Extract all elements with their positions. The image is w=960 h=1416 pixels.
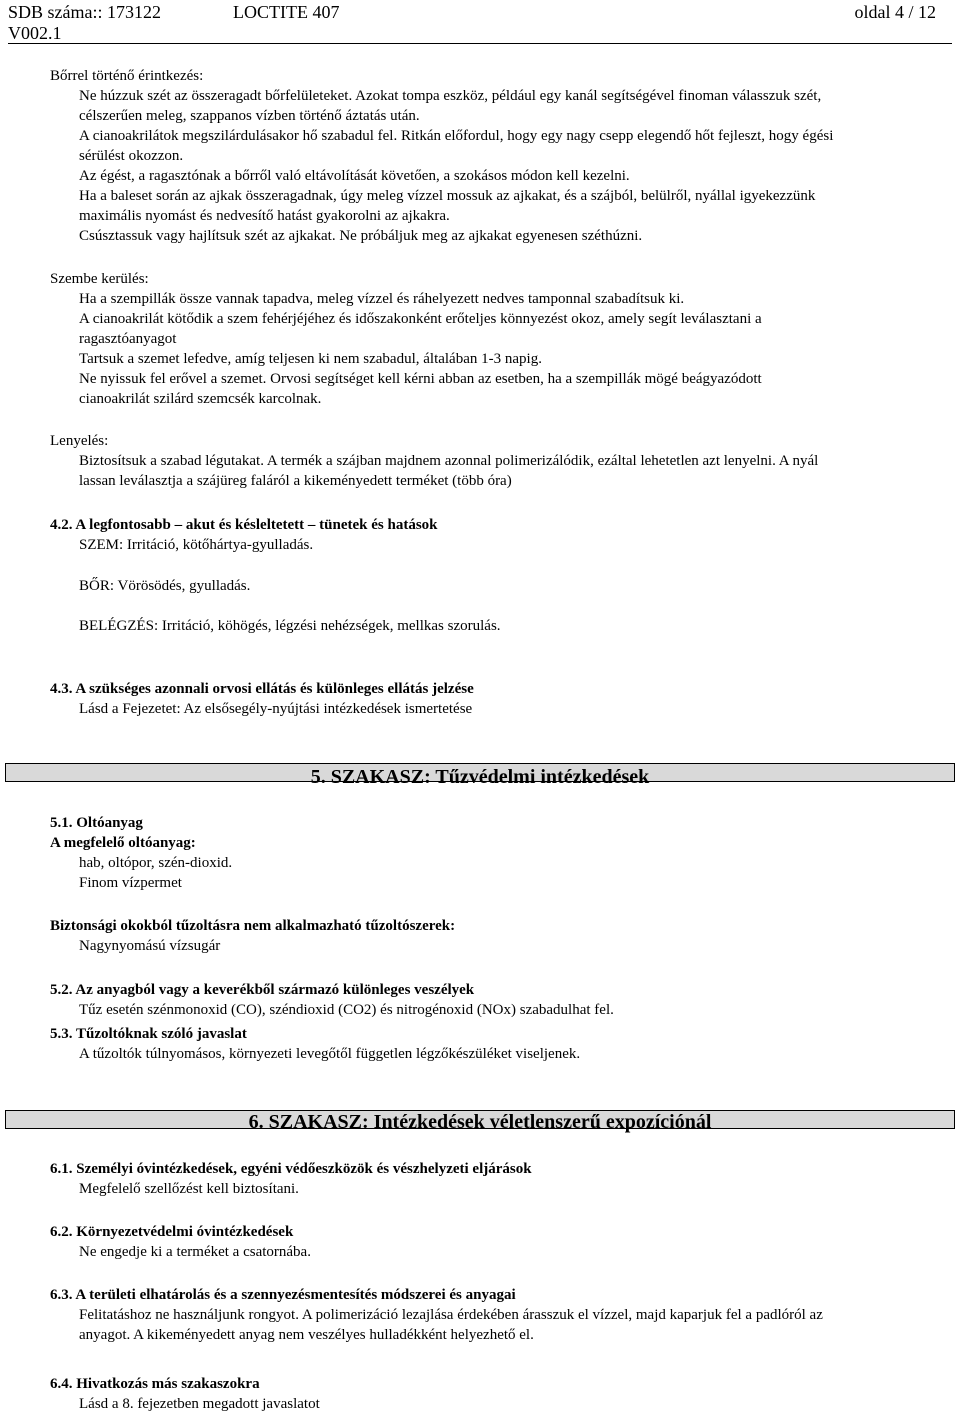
eye-contact-heading: Szembe kerülés: <box>50 271 149 287</box>
section-6-3-heading: 6.3. A területi elhatárolás és a szennyezésmentesítés módszerei és anyagai <box>50 1287 516 1303</box>
section-5-title: 5. SZAKASZ: Tűzvédelmi intézkedések <box>310 766 650 788</box>
section-6-2-heading: 6.2. Környezetvédelmi óvintézkedések <box>50 1224 294 1240</box>
section-6-3 <box>50 1285 950 1345</box>
unsuitable-media <box>50 916 950 956</box>
eye-line: Ne nyissuk fel erővel a szemet. Orvosi segítséget kell kérni abban az esetben, ha a szempillák mögé beágyazódott <box>79 371 762 387</box>
section-4-3-text: Lásd a Fejezetet: Az elsősegély-nyújtási intézkedések ismertetése <box>79 701 473 717</box>
suitable-media-item: Finom vízpermet <box>79 875 182 891</box>
page-number: oldal 4 / 12 <box>854 2 936 22</box>
section-5-2-heading: 5.2. Az anyagból vagy a keverékből származó különleges veszélyek <box>50 982 475 998</box>
section-6-1-heading: 6.1. Személyi óvintézkedések, egyéni védőeszközök és vészhelyzeti eljárások <box>50 1161 532 1177</box>
eye-line: Tartsuk a szemet lefedve, amíg teljesen ki nem szabadul, általában 1-3 napig. <box>79 351 542 367</box>
ingestion-line: Biztosítsuk a szabad légutakat. A termék a szájban majdnem azonnal polimerizálódik, ezáltal lehetetlen azt lenyelni. A nyál <box>79 453 819 469</box>
eye-line: Ha a szempillák össze vannak tapadva, meleg vízzel és ráhelyezett nedves tamponnal szabadítsuk ki. <box>79 291 685 307</box>
section-4-3 <box>50 679 950 719</box>
section-5-1 <box>50 813 950 893</box>
header-divider <box>8 43 952 44</box>
eye-line: A cianoakrilát kötődik a szem fehérjéjéhez és időszakonként erőteljes könnyezést okoz, amely segít leválasztani a <box>79 311 762 327</box>
skin-contact-heading: Bőrrel történő érintkezés: <box>50 68 204 84</box>
product-name: LOCTITE 407 <box>233 2 340 22</box>
ingestion-block <box>50 431 950 491</box>
eye-contact-block <box>50 269 950 409</box>
skin-line: Az égést, a ragasztónak a bőrről való eltávolítását követően, a szokásos módon kell kezelni. <box>79 168 630 184</box>
section-5-2-text: Tűz esetén szénmonoxid (CO), széndioxid (CO2) és nitrogénoxid (NOx) szabadulhat fel. <box>79 1002 614 1018</box>
suitable-media-heading: A megfelelő oltóanyag: <box>50 835 196 851</box>
skin-line: A cianoakrilátok megszilárdulásakor hő szabadul fel. Ritkán előfordul, hogy egy nagy csepp elegendő hőt fejleszt, hogy égési <box>79 128 834 144</box>
symptom-skin: BŐR: Vörösödés, gyulladás. <box>79 578 251 594</box>
section-6-4 <box>50 1374 950 1414</box>
section-5-2 <box>50 980 950 1020</box>
unsuitable-media-heading: Biztonsági okokból tűzoltásra nem alkalmazható tűzoltószerek: <box>50 918 456 934</box>
ingestion-heading: Lenyelés: <box>50 433 109 449</box>
section-5-3-heading: 5.3. Tűzoltóknak szóló javaslat <box>50 1026 247 1042</box>
version: V002.1 <box>8 23 62 43</box>
section-6-3-line: anyagot. A kikeményedett anyag nem veszélyes hulladékként helyezhető el. <box>79 1327 534 1343</box>
skin-line: Ne húzzuk szét az összeragadt bőrfelületeket. Azokat tompa eszköz, például egy kanál segítségével finoman válasszuk szét, <box>79 88 822 104</box>
section-6-3-line: Felitatáshoz ne használjunk rongyot. A polimerizáció lezajlása érdekében árasszuk el vízzel, majd kaparjuk fel a padlóról az <box>79 1307 823 1323</box>
section-4-2 <box>50 515 950 555</box>
skin-line: maximális nyomást és nedvesítő hatást gyakorolni az ajkakra. <box>79 208 450 224</box>
sdb-number: SDB száma:: 173122 <box>8 2 161 22</box>
section-6-1-text: Megfelelő szellőzést kell biztosítani. <box>79 1181 299 1197</box>
page-header <box>0 0 960 44</box>
section-6-title: 6. SZAKASZ: Intézkedések véletlenszerű expozíciónál <box>248 1111 712 1133</box>
section-6-4-text: Lásd a 8. fejezetben megadott javaslatot <box>79 1396 320 1412</box>
section-6-4-heading: 6.4. Hivatkozás más szakaszokra <box>50 1376 260 1392</box>
skin-line: Csúsztassuk vagy hajlítsuk szét az ajkakat. Ne próbáljuk meg az ajkakat egyenesen széthúzni. <box>79 228 643 244</box>
section-4-2-heading: 4.2. A legfontosabb – akut és késleltetett – tünetek és hatások <box>50 517 438 533</box>
section-6-2-text: Ne engedje ki a terméket a csatornába. <box>79 1244 311 1260</box>
section-4-3-heading: 4.3. A szükséges azonnali orvosi ellátás és különleges ellátás jelzése <box>50 681 474 697</box>
section-5-3 <box>50 1024 950 1064</box>
skin-line: Ha a baleset során az ajkak összeragadnak, úgy meleg vízzel mossuk az ajkakat, és a szájból, belülről, nyállal igyekezzünk <box>79 188 816 204</box>
section-6-1 <box>50 1159 950 1199</box>
eye-line: cianoakrilát szilárd szemcsék karcolnak. <box>79 391 322 407</box>
section-5-1-heading: 5.1. Oltóanyag <box>50 815 143 831</box>
skin-line: célszerűen meleg, szappanos vízben történő áztatás után. <box>79 108 420 124</box>
ingestion-line: lassan leválasztja a szájüreg faláról a kikeményedett terméket (több óra) <box>79 473 512 489</box>
section-5-3-text: A tűzoltók túlnyomásos, környezeti levegőtől független légzőkészüléket viseljenek. <box>79 1046 581 1062</box>
unsuitable-media-text: Nagynyomású vízsugár <box>79 938 221 954</box>
eye-line: ragasztóanyagot <box>79 331 177 347</box>
symptom-eye: SZEM: Irritáció, kötőhártya-gyulladás. <box>79 537 314 553</box>
skin-line: sérülést okozzon. <box>79 148 184 164</box>
symptom-inhalation: BELÉGZÉS: Irritáció, köhögés, légzési nehézségek, mellkas szorulás. <box>79 618 501 634</box>
suitable-media-item: hab, oltópor, szén-dioxid. <box>79 855 233 871</box>
section-6-2 <box>50 1222 950 1262</box>
skin-contact-block <box>50 66 950 246</box>
